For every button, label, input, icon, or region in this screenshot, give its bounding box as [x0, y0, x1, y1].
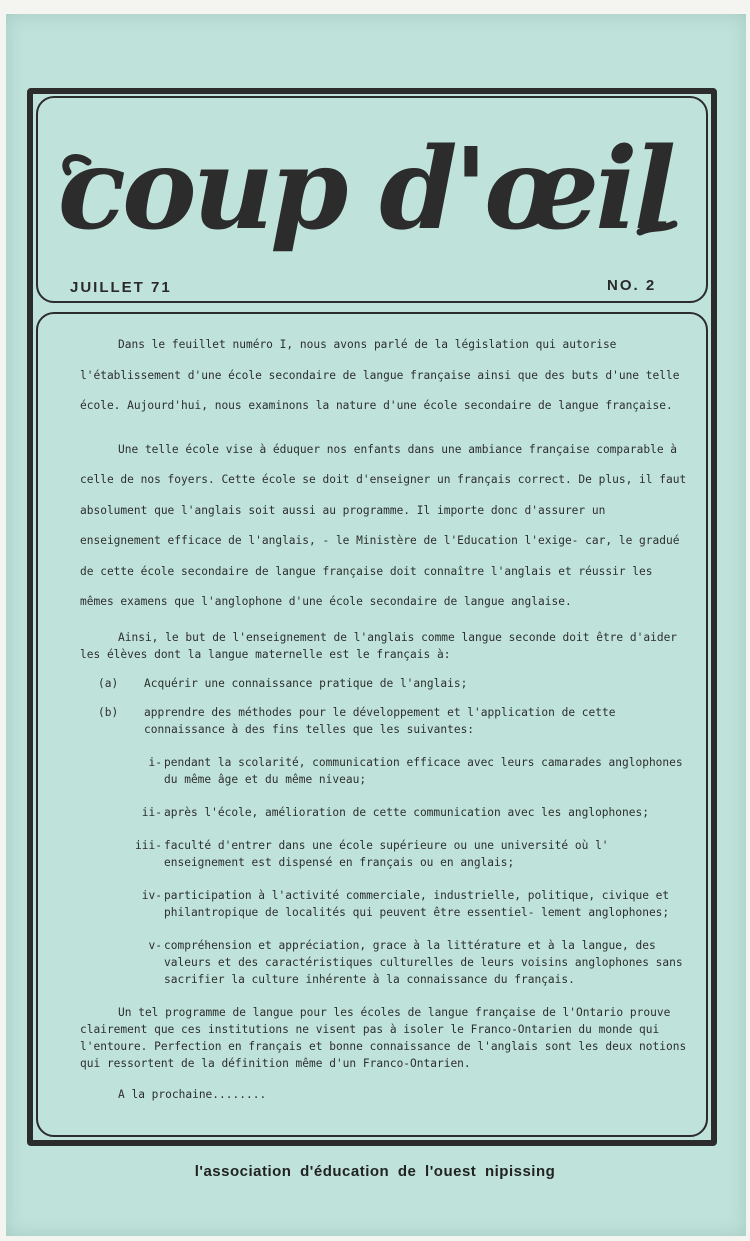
sub-item-label: iv-	[141, 888, 162, 902]
list-item-text: apprendre des méthodes pour le développement et l'application de cette connaissance à des fins telles que les suivantes:	[144, 705, 616, 736]
paragraph-but: Ainsi, le but de l'enseignement de l'anglais comme langue seconde doit être d'aider les élèves dont la langue maternelle est le français à:	[80, 630, 678, 661]
sub-item-ii	[80, 804, 690, 821]
sub-item-text: faculté d'entrer dans une école supérieure ou une université où l' enseignement est dispensé en français ou en anglais;	[164, 838, 609, 869]
list-item-b	[80, 704, 690, 738]
closing-line: A la prochaine........	[118, 1087, 267, 1101]
sub-item-text: compréhension et appréciation, grace à la littérature et à la langue, des valeurs et des caractéristiques culturelles de leurs voisins anglophones sans sacrifier la culture inhérente à la connaissance du français.	[164, 938, 683, 986]
sub-item-iv	[80, 887, 690, 921]
masthead-title: coup d'œil	[57, 124, 673, 255]
sub-item-text: participation à l'activité commerciale, industrielle, politique, civique et philantropique de localités qui peuvent être essentiel- lement anglophones;	[164, 888, 670, 919]
sub-item-label: ii-	[141, 805, 162, 819]
paragraph-intro: Dans le feuillet numéro I, nous avons parlé de la législation qui autorise l'établissement d'une école secondaire de langue française ainsi que des buts d'une telle école. Aujourd'hui, nous examinons la nature d'une école secondaire de langue française.	[80, 338, 680, 412]
sub-item-label: iii-	[135, 838, 162, 852]
footer-association: l'association d'éducation de l'ouest nipissing	[194, 1163, 556, 1180]
paragraph-ecole: Une telle école vise à éduquer nos enfants dans une ambiance française comparable à celle de nos foyers. Cette école se doit d'enseigner un français correct. De plus, il faut absolument que l'anglais soit aussi au programme. Il importe donc d'assurer un enseignement efficace de l'anglais, - le Ministère de l'Education l'exige- car, le gradué de cette école secondaire de langue française doit connaître l'anglais et réussir les mêmes examens que l'anglophone d'une école secondaire de langue anglaise.	[80, 442, 687, 608]
sub-item-iii	[80, 837, 690, 871]
issue-number: NO. 2	[607, 277, 657, 294]
list-item-text: Acquérir une connaissance pratique de l'anglais;	[144, 676, 468, 690]
sub-item-label: v-	[148, 938, 162, 952]
list-item-label: (b)	[98, 705, 119, 719]
sub-item-i	[80, 754, 690, 788]
list-item-a	[80, 675, 690, 692]
sub-item-text: après l'école, amélioration de cette communication avec les anglophones;	[164, 805, 649, 819]
sub-item-text: pendant la scolarité, communication efficace avec leurs camarades anglophones du même âge et du même niveau;	[164, 755, 683, 786]
article-text	[80, 330, 690, 1103]
masthead-logo	[40, 100, 704, 280]
paragraph-conclusion: Un tel programme de langue pour les écoles de langue française de l'Ontario prouve clairement que ces institutions ne visent pas à isoler le Franco-Ontarien du monde qui l'entoure. Perfection en français et bonne connaissance de l'anglais sont les deux notions qui ressortent de la définition même d'un Franco-Ontarien.	[80, 1005, 687, 1070]
issue-date: JUILLET 71	[70, 279, 172, 296]
sub-item-label: i-	[148, 755, 162, 769]
sub-item-v	[80, 937, 690, 988]
list-item-label: (a)	[98, 676, 119, 690]
